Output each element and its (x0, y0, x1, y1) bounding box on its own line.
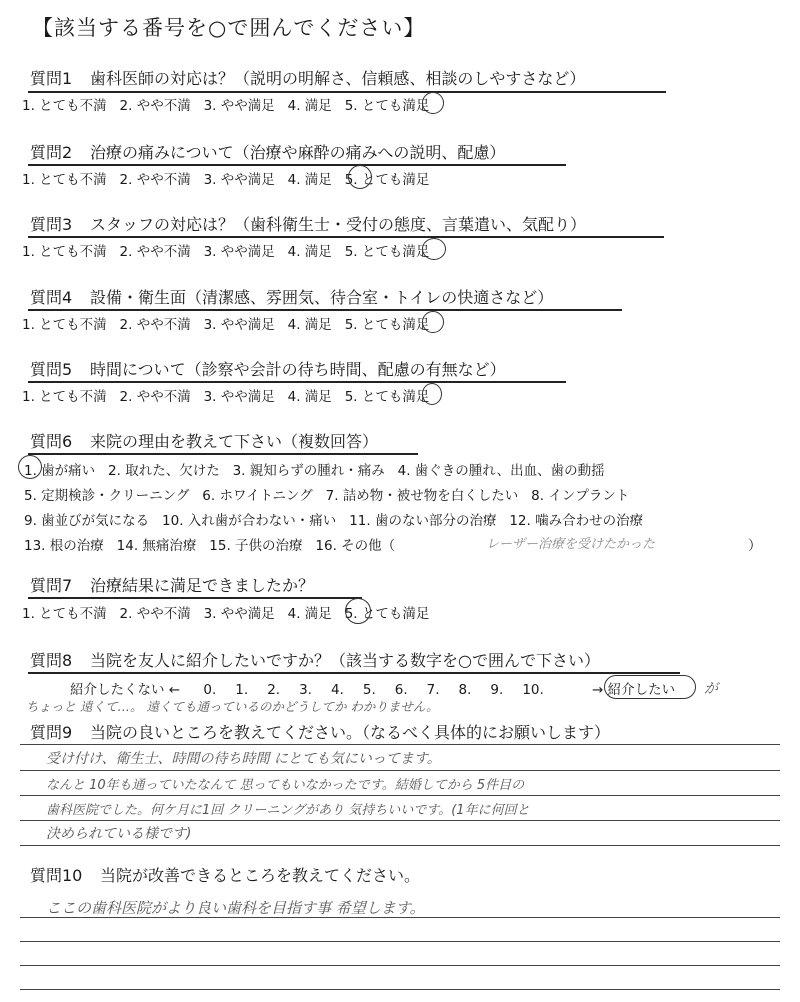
reason-2[interactable]: 2. 取れた、欠けた (108, 463, 220, 479)
q8-handwritten-note: ちょっと 遠くて…。 遠くても通っているのかどうしてか わかりません。 (26, 699, 439, 714)
q10-rule (20, 989, 780, 990)
scale-value-9[interactable]: 9. (490, 682, 504, 698)
q9-answer-line-1: 受け付け、衛生士、時間の待ち時間 にとても気にいってます。 (46, 751, 441, 767)
q2-selection-circle (348, 165, 372, 189)
q1-underline (28, 91, 666, 93)
q6-row-4 (24, 534, 395, 554)
q10-label: 質問10 (30, 866, 83, 885)
option-4[interactable]: 4. 満足 (287, 389, 332, 405)
option-1[interactable]: 1. とても不満 (22, 317, 107, 333)
q9-label: 質問9 (30, 723, 73, 742)
q7-selection-circle (345, 598, 371, 624)
reason-14[interactable]: 14. 無痛治療 (116, 538, 197, 554)
q8-underline (28, 672, 680, 674)
option-3[interactable]: 3. やや満足 (203, 98, 275, 114)
q8-text: 当院を友人に紹介したいですか？（該当する数字を○で囲んで下さい） (90, 651, 600, 670)
q9-rule (20, 770, 780, 771)
q6-underline (28, 453, 418, 455)
q7-text: 治療結果に満足できましたか？ (90, 576, 315, 595)
q3-label: 質問3 (30, 215, 73, 234)
q2-underline (28, 164, 566, 166)
scale-value-2[interactable]: 2. (267, 682, 281, 698)
q7-label: 質問7 (30, 576, 73, 595)
q5-underline (28, 381, 566, 383)
scale-value-5[interactable]: 5. (362, 682, 376, 698)
q9-answer-line-3: 歯科医院でした。何ケ月に1回 クリーニングがあり 気持ちいいです。(1年に何回と (46, 803, 530, 818)
scale-value-6[interactable]: 6. (394, 682, 408, 698)
q10-answer: ここの歯科医院がより良い歯科を目指す事 希望します。 (46, 899, 425, 917)
reason-16[interactable]: 16. その他（ (315, 538, 396, 554)
q9-rule (20, 820, 780, 821)
q9-rule (20, 795, 780, 796)
reason-8[interactable]: 8. インプラント (531, 488, 630, 504)
reason-11[interactable]: 11. 歯のない部分の治療 (349, 513, 497, 529)
q4-label: 質問4 (30, 288, 73, 307)
option-2[interactable]: 2. やや不満 (119, 98, 191, 114)
q6-selection-circle (18, 455, 42, 479)
reason-13[interactable]: 13. 根の治療 (24, 538, 104, 554)
q5-text: 時間について（診察や会計の待ち時間、配慮の有無など） (90, 360, 506, 379)
reason-6[interactable]: 6. ホワイトニング (202, 488, 313, 504)
reason-4[interactable]: 4. 歯ぐきの腫れ、出血、歯の動揺 (397, 463, 605, 479)
option-5[interactable]: 5. とても満足 (344, 606, 430, 622)
option-4[interactable]: 4. 満足 (287, 172, 332, 188)
option-5[interactable]: 5. とても満足 (344, 244, 430, 260)
q4-underline (28, 309, 622, 311)
q6-other-close: ） (748, 538, 762, 554)
option-4[interactable]: 4. 満足 (287, 244, 332, 260)
option-2[interactable]: 2. やや不満 (119, 172, 191, 188)
option-2[interactable]: 2. やや不満 (119, 606, 191, 622)
q8-label: 質問8 (30, 651, 73, 670)
q4-options (22, 313, 429, 333)
q5-options (22, 385, 429, 405)
option-5[interactable]: 5. とても満足 (344, 98, 430, 114)
scale-value-0[interactable]: 0. (203, 682, 217, 698)
option-3[interactable]: 3. やや満足 (203, 317, 275, 333)
q8-selection-oval (604, 675, 696, 699)
reason-7[interactable]: 7. 詰め物・被せ物を白くしたい (325, 488, 519, 504)
q1-options (22, 94, 429, 114)
q5-selection-circle (422, 383, 442, 405)
option-2[interactable]: 2. やや不満 (119, 389, 191, 405)
scale-value-1[interactable]: 1. (235, 682, 249, 698)
q2-text: 治療の痛みについて（治療や麻酔の痛みへの説明、配慮） (90, 143, 506, 162)
option-1[interactable]: 1. とても不満 (22, 389, 107, 405)
q6-row-1 (24, 459, 605, 479)
q8-scale-row (70, 678, 544, 698)
option-3[interactable]: 3. やや満足 (203, 389, 275, 405)
q1-label: 質問1 (30, 69, 73, 88)
q6-text: 来院の理由を教えて下さい（複数回答） (90, 432, 379, 451)
q1-selection-circle (422, 92, 444, 114)
option-5[interactable]: 5. とても満足 (344, 317, 430, 333)
q3-text: スタッフの対応は？（歯科衛生士・受付の態度、言葉遣い、気配り） (90, 215, 587, 234)
q7-underline (28, 597, 362, 599)
q6-label: 質問6 (30, 432, 73, 451)
reason-3[interactable]: 3. 親知らずの腫れ・痛み (232, 463, 385, 479)
reason-1[interactable]: 1. 歯が痛い (24, 463, 96, 479)
scale-value-4[interactable]: 4. (330, 682, 344, 698)
q8-handwritten-suffix: が (704, 681, 718, 697)
option-1[interactable]: 1. とても不満 (22, 606, 107, 622)
q9-rule (20, 845, 780, 846)
q10-text: 当院が改善できるところを教えてください。 (100, 866, 421, 885)
q9-answer-line-4: 決められている様です) (46, 826, 192, 842)
q10-rule (20, 917, 780, 918)
q8-right-label[interactable]: → 紹介したい (592, 682, 676, 698)
scale-value-10[interactable]: 10. (522, 682, 544, 698)
q6-other-answer[interactable]: レーザー治療を受けたかった (486, 537, 656, 552)
q10-rule (20, 965, 780, 966)
q9-rule (20, 744, 780, 745)
option-4[interactable]: 4. 満足 (287, 98, 332, 114)
scale-value-8[interactable]: 8. (458, 682, 472, 698)
reason-9[interactable]: 9. 歯並びが気になる (24, 513, 150, 529)
q2-label: 質問2 (30, 143, 73, 162)
q3-options (22, 240, 429, 260)
option-5[interactable]: 5. とても満足 (344, 389, 430, 405)
reason-12[interactable]: 12. 噛み合わせの治療 (509, 513, 644, 529)
option-3[interactable]: 3. やや満足 (203, 172, 275, 188)
survey-title: 【該当する番号を○で囲んでください】 (32, 16, 426, 40)
option-5[interactable]: 5. とても満足 (344, 172, 430, 188)
q6-row-3 (24, 509, 643, 529)
q5-label: 質問5 (30, 360, 73, 379)
q4-selection-circle (422, 311, 444, 333)
q6-row-2 (24, 484, 629, 504)
scale-values (184, 682, 543, 698)
option-1[interactable]: 1. とても不満 (22, 98, 107, 114)
option-1[interactable]: 1. とても不満 (22, 244, 107, 260)
option-2[interactable]: 2. やや不満 (119, 317, 191, 333)
scale-left-label: 紹介したくない ← (70, 682, 181, 698)
option-1[interactable]: 1. とても不満 (22, 172, 107, 188)
q9-answer-line-2: なんと 10年も通っていたなんて 思ってもいなかったです。結婚してから 5件目の (46, 778, 525, 793)
reason-15[interactable]: 15. 子供の治療 (209, 538, 303, 554)
q3-underline (28, 236, 664, 238)
option-4[interactable]: 4. 満足 (287, 606, 332, 622)
q10-rule (20, 941, 780, 942)
q9-text: 当院の良いところを教えてください。（なるべく具体的にお願いします） (90, 723, 611, 742)
q1-text: 歯科医師の対応は？（説明の明解さ、信頼感、相談のしやすさなど） (90, 69, 586, 88)
option-4[interactable]: 4. 満足 (287, 317, 332, 333)
scale-value-7[interactable]: 7. (426, 682, 440, 698)
reason-5[interactable]: 5. 定期検診・クリーニング (24, 488, 190, 504)
q3-selection-circle (422, 238, 446, 260)
option-3[interactable]: 3. やや満足 (203, 606, 275, 622)
reason-10[interactable]: 10. 入れ歯が合わない・痛い (162, 513, 337, 529)
option-3[interactable]: 3. やや満足 (203, 244, 275, 260)
q4-text: 設備・衛生面（清潔感、雰囲気、待合室・トイレの快適さなど） (90, 288, 554, 307)
option-2[interactable]: 2. やや不満 (119, 244, 191, 260)
scale-value-3[interactable]: 3. (299, 682, 312, 698)
